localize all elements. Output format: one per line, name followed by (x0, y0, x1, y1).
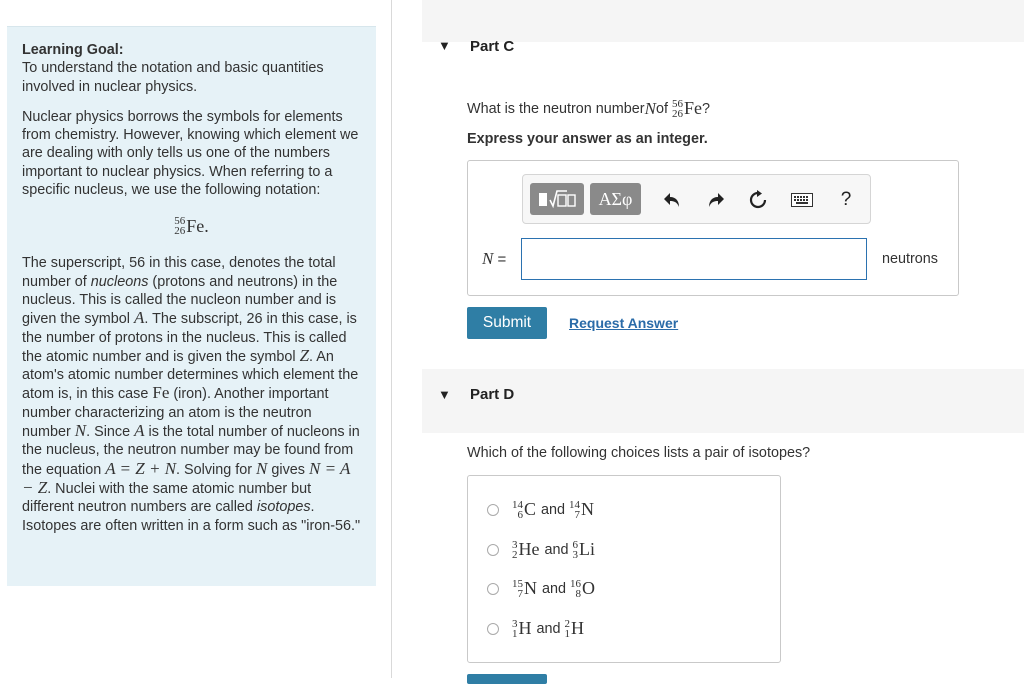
undo-icon[interactable] (659, 187, 685, 213)
answer-box (467, 160, 959, 296)
math-toolbar (522, 174, 871, 224)
part-d-header[interactable] (422, 369, 1024, 433)
radio-button[interactable] (487, 544, 499, 556)
iron-56-notation: 56 26 Fe . (174, 215, 209, 238)
learning-goal-intro: To understand the notation and basic quantities involved in nuclear physics. (22, 60, 324, 95)
part-d-submit-button[interactable] (467, 674, 547, 684)
radio-button[interactable] (487, 504, 499, 516)
units-label: neutrons (882, 251, 939, 267)
choice-option[interactable]: 15 7 N and 16 8 O (487, 578, 595, 599)
radio-button[interactable] (487, 623, 499, 635)
templates-icon (537, 188, 577, 210)
request-answer-link[interactable]: Request Answer (569, 315, 679, 331)
input-label: N = (482, 249, 507, 268)
learning-goal-heading: Learning Goal: (22, 42, 124, 58)
part-d-question: Which of the following choices lists a pair of isotopes? (467, 445, 811, 461)
choice-option[interactable]: 14 6 C and 14 7 N (487, 499, 594, 520)
reset-icon[interactable] (745, 187, 771, 213)
learning-goal-panel (7, 26, 376, 586)
templates-button[interactable] (530, 183, 584, 215)
learning-goal-paragraph-2: The superscript, 56 in this case, denotes the total number of nucleons (protons and neutrons) in the nucleus. This is called the nucleon number and is given the symbol A. The subscript, 26 in this case, is the number of protons in the nucleus. This is called the atomic number and is given the symbol Z. An atom's atomic number determines which element the atom is, in this case Fe (iron). Another important number characterizing an atom is the neutron number N. Since A is the total number of nucleons in the nucleus, the neutron number may be found from the equation A = Z + N. Solving for N gives N = A − Z. Nuclei with the same atomic number but different neutron numbers are called isotopes. Isotopes are often written in a form such as "iron-56." (22, 255, 361, 534)
symbols-button[interactable]: ΑΣφ (590, 183, 641, 215)
choice-option[interactable]: 3 2 He and 6 3 Li (487, 539, 595, 560)
neutron-number-input[interactable] (521, 238, 867, 280)
keyboard-icon[interactable] (789, 187, 815, 213)
redo-icon[interactable] (703, 187, 729, 213)
learning-goal-paragraph-1: Nuclear physics borrows the symbols for elements from chemistry. However, knowing which element we are dealing with only tells us one of the numbers important to nuclear physics. When referring to a specific nucleus, we use the following notation: (22, 108, 359, 199)
help-icon[interactable]: ? (840, 189, 852, 210)
part-c-question: What is the neutron number N of 56 26 Fe ? (467, 97, 710, 120)
choice-option[interactable]: 3 1 H and 2 1 H (487, 618, 584, 639)
part-d-title: Part D (470, 386, 515, 403)
part-c-header[interactable] (422, 0, 1024, 55)
column-divider (391, 0, 392, 678)
part-c-title: Part C (470, 38, 515, 55)
radio-button[interactable] (487, 583, 499, 595)
choices-box (467, 475, 781, 663)
collapse-triangle-icon[interactable]: ▼ (438, 38, 451, 53)
collapse-triangle-icon[interactable]: ▼ (438, 387, 451, 402)
part-c-instruction: Express your answer as an integer. (467, 131, 708, 147)
submit-button[interactable]: Submit (467, 307, 547, 339)
